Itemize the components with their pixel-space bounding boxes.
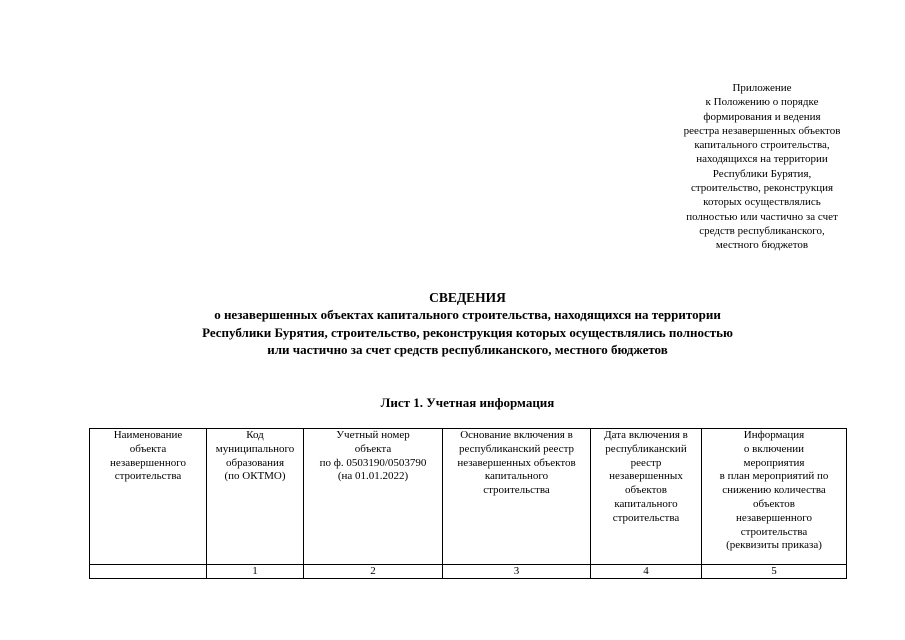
header-line: Код [246,429,264,441]
appendix-line: формирования и ведения [703,110,821,123]
header-line: строительства [114,470,182,483]
document-title-line: или частично за счет средств республиканского, местного бюджетов [267,342,668,357]
appendix-line: средств республиканского, [699,224,825,237]
appendix-line: Республики Бурятия, [712,167,812,180]
sheet-title: Лист 1. Учетная информация [380,395,555,410]
column-number-row [90,565,847,579]
header-line: мероприятия [743,456,805,469]
accounting-info-table [89,428,847,579]
header-line: капитального [614,497,678,510]
header-line: незавершенного [109,456,186,469]
appendix-line: местного бюджетов [715,239,809,252]
header-line: образования [225,456,285,469]
header-line: объектов [753,497,795,510]
header-line: Учетный номер [336,429,410,441]
header-line: реестр [630,456,662,469]
header-line: Информация [743,429,805,441]
header-cell-oktmo-code [207,429,304,565]
header-line: объектов [625,484,667,497]
header-line: незавершенных объектов [457,456,576,469]
column-number-cell: 3 [443,565,591,579]
appendix-line: полностью или частично за счет [686,210,838,223]
header-line: Основание включения в [460,429,573,441]
header-cell-plan-info [702,429,847,565]
header-line: снижению количества [722,484,826,497]
header-line: республиканский [605,442,687,455]
column-number-cell: 5 [702,565,847,579]
header-cell-accounting-number [304,429,443,565]
header-cell-object-name [90,429,207,565]
appendix-line: капитального строительства, [694,139,830,152]
appendix-line: находящихся на территории [696,153,828,166]
header-line: (по ОКТМО) [224,470,286,483]
header-line: муниципального [215,442,295,455]
header-line: объекта [354,442,392,455]
appendix-line: строительство, реконструкция [690,182,834,195]
column-number-cell: 4 [591,565,702,579]
header-line: Дата включения в [604,429,688,441]
header-line: (на 01.01.2022) [337,470,409,483]
header-line: капитального [484,470,549,483]
header-line: (реквизиты приказа) [726,539,822,552]
appendix-line: Приложение [732,82,792,94]
appendix-line: к Положению о порядке [705,96,819,109]
header-line: строительства [612,511,680,524]
header-line: о включении [743,442,805,455]
appendix-line: которых осуществлялись [703,196,821,209]
column-number-cell: 1 [207,565,304,579]
document-title-line: Республики Бурятия, строительство, реконструкция которых осуществлялись полностью [202,324,733,340]
appendix-line: реестра незавершенных объектов [683,124,841,137]
header-line: строительства [740,525,808,538]
header-line: объекта [129,442,167,455]
table-header-row [90,429,847,565]
header-line: строительства [483,484,550,497]
column-number-cell [90,565,207,579]
header-line: незавершенного [735,511,812,524]
header-cell-inclusion-date [591,429,702,565]
header-line: по ф. 0503190/0503790 [319,456,427,469]
header-line: республиканский реестр [458,442,575,455]
header-line: незавершенных [609,470,683,483]
header-line: Наименование [113,429,183,441]
document-title-main: СВЕДЕНИЯ [429,290,506,305]
document-title [0,289,905,359]
column-number-cell: 2 [304,565,443,579]
document-title-line: о незавершенных объектах капитального строительства, находящихся на территории [214,307,721,322]
header-cell-inclusion-basis [443,429,591,565]
appendix-note [657,81,867,253]
header-line: в план мероприятий по [719,470,829,483]
